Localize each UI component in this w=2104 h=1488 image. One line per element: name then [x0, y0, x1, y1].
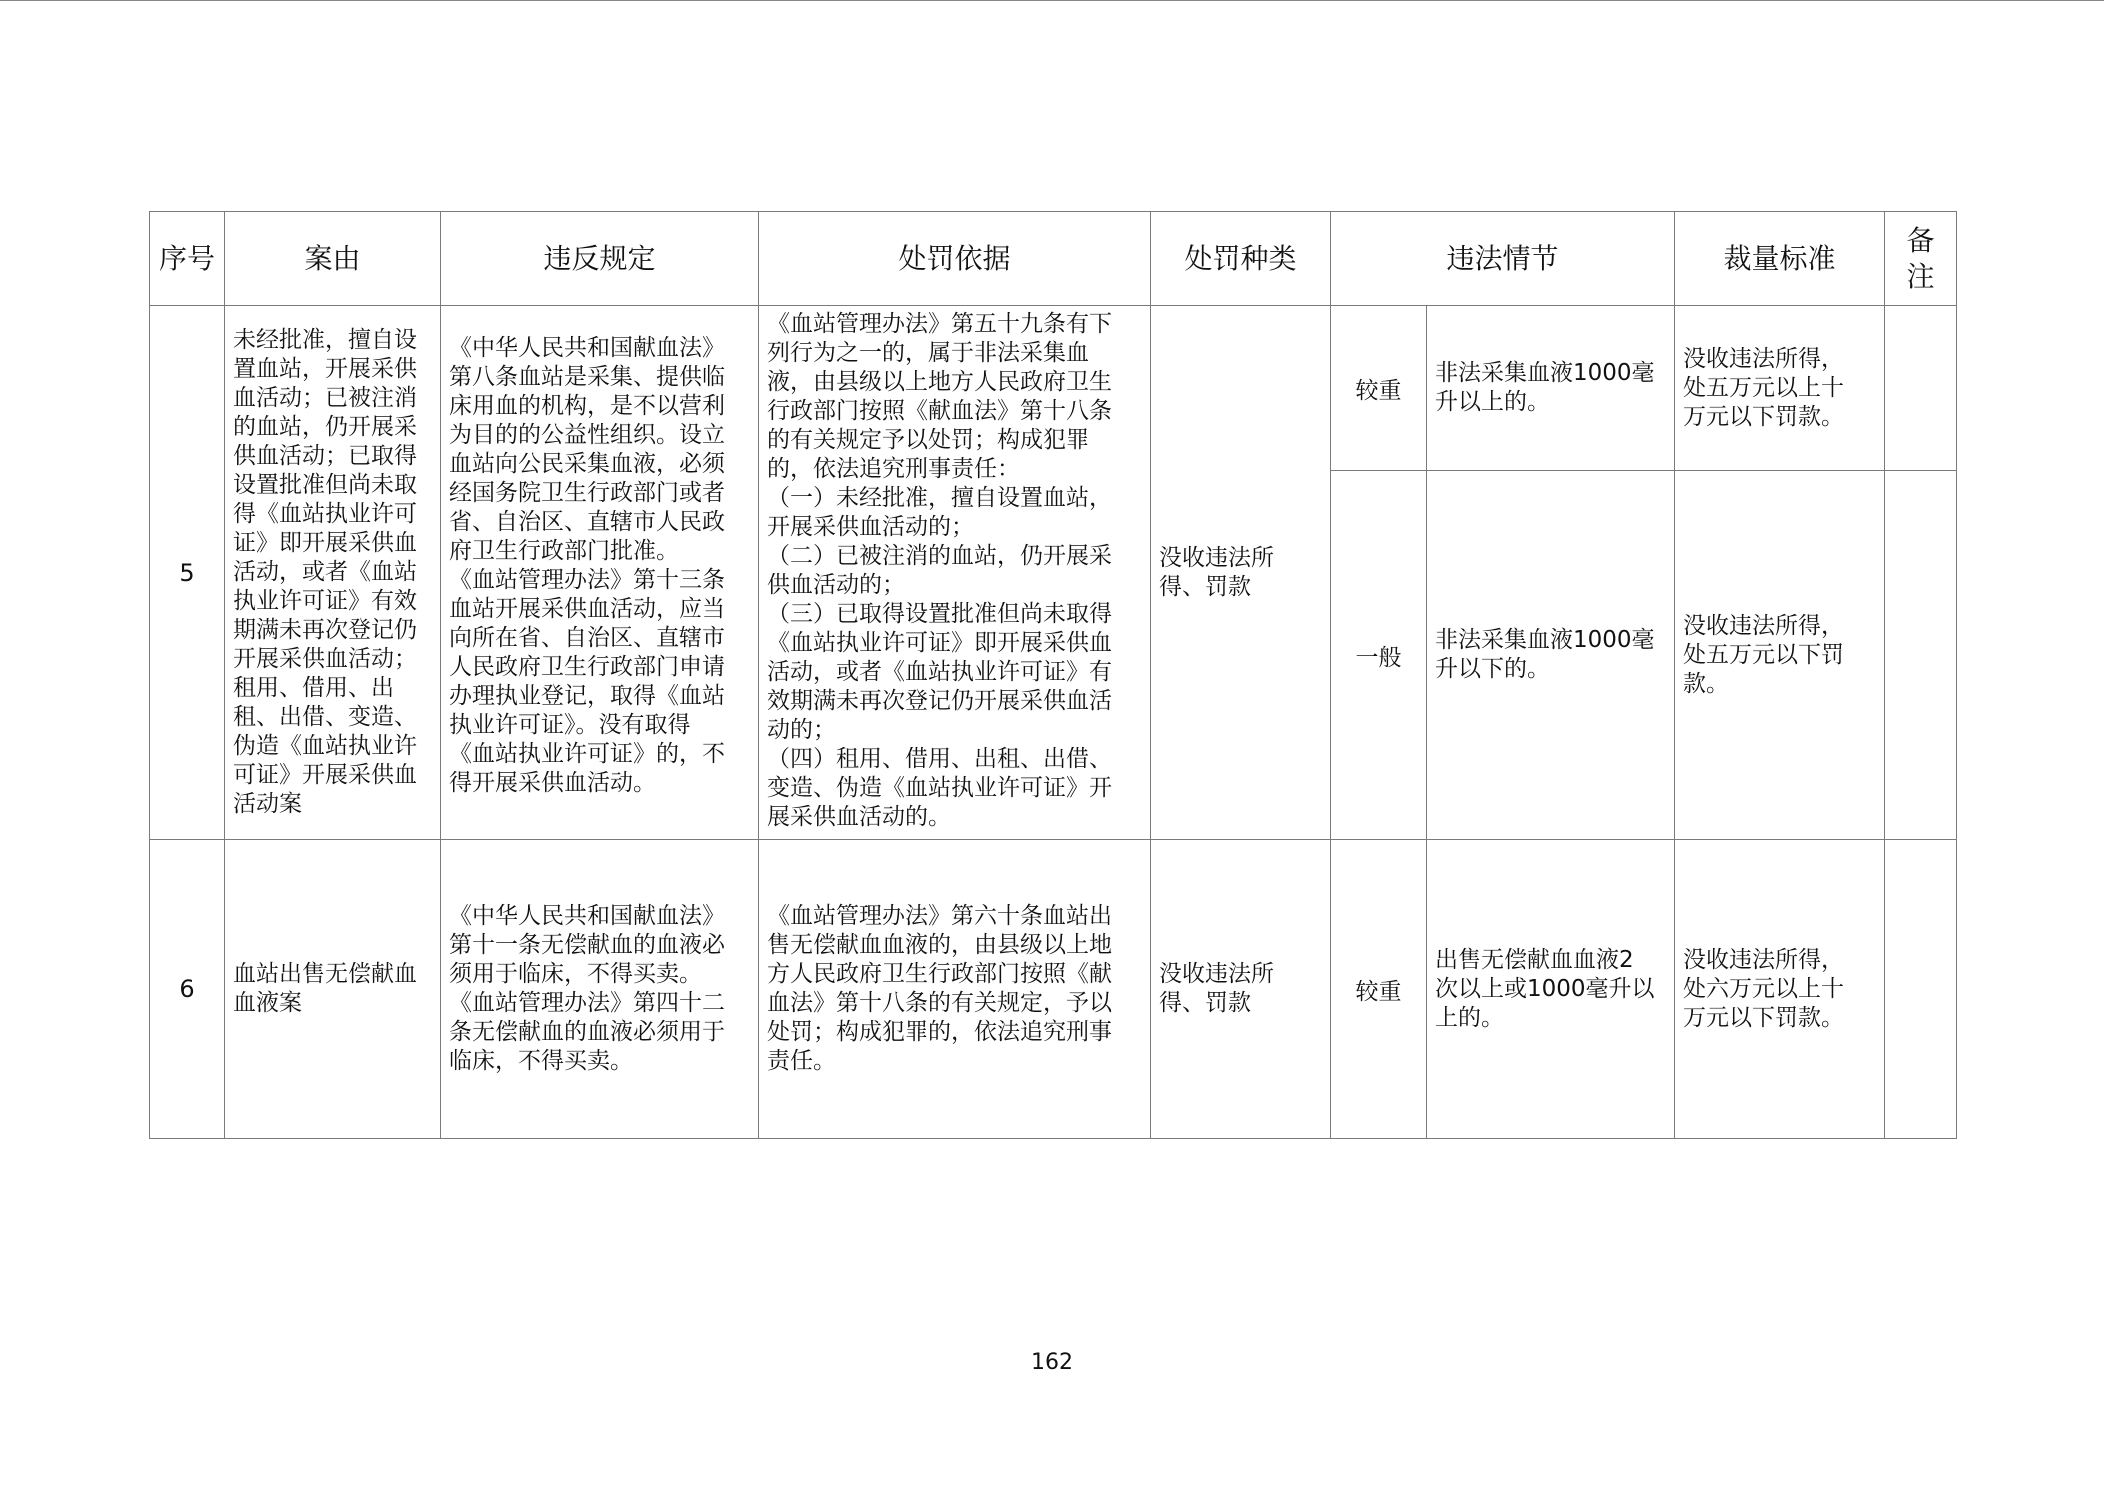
row-basis: 《血站管理办法》第六十条血站出 售无偿献血血液的，由县级以上地 方人民政府卫生行政部门按照《献 血法》第十八条的有关规定，予以 处罚；构成犯罪的，依法追究刑事 责任。	[767, 903, 1112, 1074]
row-basis: 《血站管理办法》第五十九条有下 列行为之一的，属于非法采集血 液，由县级以上地方人民政府卫生 行政部门按照《献血法》第十八条 的有关规定予以处罚；构成犯罪 的，依法追究刑事责任： （一）未经批准，擅自设置血站， 开展采供血活动的； （二）已被注消的血站，仍开展采 供血活动的； （三）已取得设置批准但尚未取得 《血站执业许可证》即开展采供血 活动，或者《血站执业许可证》有 效期满未再次登记仍开展采供血活 动的； （四）租用、借用、出租、出借、 变造、伪造《血站执业许可证》开 展采供血活动的。	[767, 311, 1112, 830]
circumstance-cell	[1427, 306, 1675, 471]
remark-cell	[1885, 840, 1957, 1139]
circumstance-text: 出售无偿献血血液2 次以上或1000毫升以 上的。	[1435, 946, 1655, 1031]
table-row	[150, 840, 1957, 1139]
remark-cell	[1885, 306, 1957, 471]
header-standard: 裁量标准	[1675, 212, 1885, 306]
page-number: 162	[1031, 1350, 1073, 1375]
header-penalty-type: 处罚种类	[1151, 212, 1331, 306]
row-penalty-type-cell	[1151, 840, 1331, 1139]
row-cause-cell	[225, 306, 441, 840]
header-row	[150, 212, 1957, 306]
remark-cell	[1885, 471, 1957, 840]
row-basis-cell	[759, 306, 1151, 840]
row-provision: 《中华人民共和国献血法》 第十一条无偿献血的血液必 须用于临床，不得买卖。 《血站管理办法》第四十二 条无偿献血的血液必须用于 临床，不得买卖。	[449, 903, 725, 1074]
row-basis-cell	[759, 840, 1151, 1139]
circumstance-cell	[1427, 840, 1675, 1139]
row-seq: 6	[179, 975, 195, 1003]
row-provision-cell	[441, 306, 759, 840]
row-seq: 5	[179, 558, 195, 587]
header-circumstance: 违法情节	[1331, 212, 1675, 306]
row-seq-cell	[150, 306, 225, 840]
level-cell	[1331, 471, 1427, 840]
row-cause: 未经批准，擅自设 置血站，开展采供 血活动；已被注消 的血站，仍开展采 供血活动；已取得 设置批准但尚未取 得《血站执业许可 证》即开展采供血 活动，或者《血站 执业许可证》有效 期满未再次登记仍 开展采供血活动； 租用、借用、出 租、出借、变造、 伪造《血站执业许 可证》开展采供血 活动案	[233, 327, 417, 817]
header-seq: 序号	[150, 212, 225, 306]
level-cell	[1331, 840, 1427, 1139]
level-label: 一般	[1355, 644, 1402, 671]
header-remark	[1885, 212, 1957, 306]
standard-text: 没收违法所得， 处五万元以上十 万元以下罚款。	[1683, 345, 1845, 430]
row-seq-cell	[150, 840, 225, 1139]
circumstance-text: 非法采集血液1000毫 升以下的。	[1435, 627, 1655, 682]
level-cell	[1331, 306, 1427, 471]
level-label: 较重	[1355, 978, 1402, 1005]
penalty-standard-table	[149, 211, 1957, 1139]
standard-cell	[1675, 471, 1885, 840]
header-basis: 处罚依据	[759, 212, 1151, 306]
row-cause-cell	[225, 840, 441, 1139]
standard-text: 没收违法所得， 处五万元以下罚 款。	[1683, 612, 1845, 697]
row-penalty-type-cell	[1151, 306, 1331, 840]
circumstance-text: 非法采集血液1000毫 升以上的。	[1435, 360, 1655, 415]
row-cause: 血站出售无偿献血 血液案	[233, 961, 417, 1016]
row-provision: 《中华人民共和国献血法》 第八条血站是采集、提供临 床用血的机构，是不以营利 为目的的公益性组织。设立 血站向公民采集血液，必须 经国务院卫生行政部门或者 省、自治区、直辖市人民政 府卫生行政部门批准。 《血站管理办法》第十三条 血站开展采供血活动，应当 向所在省、自治区、直辖市 人民政府卫生行政部门申请 办理执业登记，取得《血站 执业许可证》。没有取得 《血站执业许可证》的，不 得开展采供血活动。	[449, 335, 725, 796]
row-provision-cell	[441, 840, 759, 1139]
standard-cell	[1675, 306, 1885, 471]
level-label: 较重	[1355, 377, 1402, 404]
header-provision: 违反规定	[441, 212, 759, 306]
header-remark-text: 备注	[1906, 223, 1935, 293]
row-penalty-type: 没收违法所 得、罚款	[1159, 961, 1274, 1016]
circumstance-cell	[1427, 471, 1675, 840]
table-row	[150, 306, 1957, 471]
standard-cell	[1675, 840, 1885, 1139]
standard-text: 没收违法所得， 处六万元以上十 万元以下罚款。	[1683, 946, 1845, 1031]
header-cause: 案由	[225, 212, 441, 306]
top-border-line	[0, 0, 2104, 1]
row-penalty-type: 没收违法所 得、罚款	[1159, 544, 1274, 600]
